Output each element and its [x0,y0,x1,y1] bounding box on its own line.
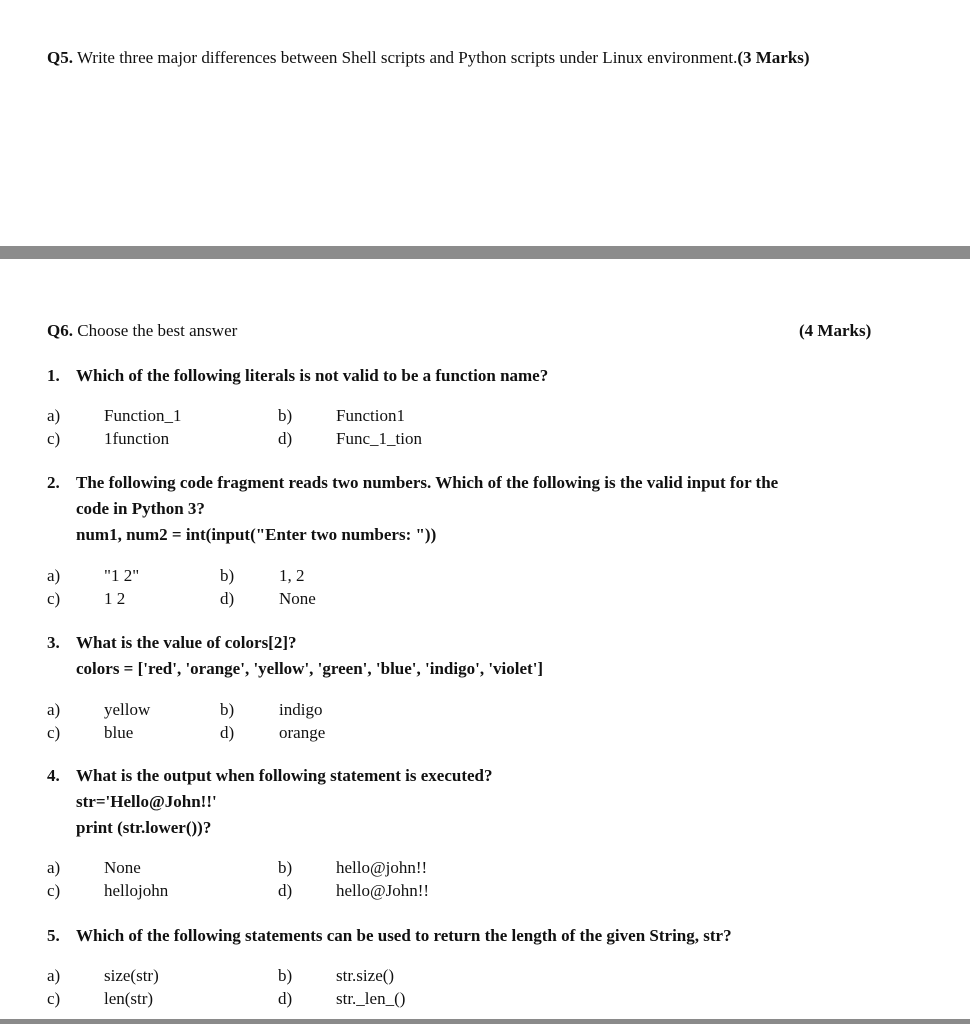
question-3-line-1: What is the value of colors[2]? [76,633,297,652]
q5-line [47,48,810,68]
q2-option-c-text: 1 2 [104,589,126,608]
q1-option-d-text: Func_1_tion [336,429,422,448]
q2-option-a-text: "1 2" [104,566,140,585]
q1-option-a-label: a) [47,406,61,425]
question-3-code: colors = ['red', 'orange', 'yellow', 'green', 'blue', 'indigo', 'violet'] [76,659,544,678]
question-4-code-2: print (str.lower())? [76,818,212,837]
q3-option-c-text: blue [104,723,134,742]
question-4-number: 4. [47,766,60,785]
q1-option-c-label: c) [47,429,61,448]
q5-option-d-text: str._len_() [336,989,406,1008]
question-2-number: 2. [47,473,60,492]
q4-option-d-label: d) [278,881,293,900]
q3-option-b-text: indigo [279,700,323,719]
q5-option-c-label: c) [47,989,61,1008]
q1-option-d-label: d) [278,429,293,448]
q4-option-a-text: None [104,858,141,877]
page-bottom-edge [0,1019,970,1024]
question-2-line-2: code in Python 3? [76,499,205,518]
q5-option-b-label: b) [278,966,293,985]
q6-number: Q6. [47,321,73,340]
q4-option-a-label: a) [47,858,61,877]
q5-text: Write three major differences between Shell scripts and Python scripts under Linux environment. [76,48,738,67]
q3-option-a-label: a) [47,700,61,719]
question-2-code: num1, num2 = int(input("Enter two numbers: ")) [76,525,437,544]
question-3-number: 3. [47,633,60,652]
q5-option-c-text: len(str) [104,989,154,1008]
q4-option-b-text: hello@john!! [336,858,428,877]
question-5-number: 5. [47,926,60,945]
q5-option-a-text: size(str) [104,966,159,985]
q1-option-b-text: Function1 [336,406,405,425]
q3-option-d-text: orange [279,723,326,742]
q2-option-d-text: None [279,589,316,608]
q6-marks: (4 Marks) [799,321,872,340]
section-divider [0,246,970,259]
q1-option-a-text: Function_1 [104,406,182,425]
q6-header [47,321,237,341]
q4-option-c-text: hellojohn [104,881,169,900]
q3-option-d-label: d) [220,723,235,742]
question-4-line-1: What is the output when following statement is executed? [76,766,493,785]
q1-option-c-text: 1function [104,429,170,448]
question-1-number: 1. [47,366,60,385]
q3-option-a-text: yellow [104,700,151,719]
q3-option-b-label: b) [220,700,235,719]
q2-option-a-label: a) [47,566,61,585]
q4-option-c-label: c) [47,881,61,900]
q2-option-d-label: d) [220,589,235,608]
question-5-text: Which of the following statements can be used to return the length of the given String, str? [76,926,732,945]
q2-option-c-label: c) [47,589,61,608]
q5-number: Q5. [47,48,73,67]
q5-option-a-label: a) [47,966,61,985]
question-4-code-1: str='Hello@John!!' [76,792,217,811]
q2-option-b-text: 1, 2 [279,566,305,585]
q2-option-b-label: b) [220,566,235,585]
question-1-text: Which of the following literals is not valid to be a function name? [76,366,549,385]
q3-option-c-label: c) [47,723,61,742]
q1-option-b-label: b) [278,406,293,425]
q5-marks: (3 Marks) [737,48,810,67]
q4-option-b-label: b) [278,858,293,877]
q5-option-b-text: str.size() [336,966,395,985]
q5-option-d-label: d) [278,989,293,1008]
question-2-line-1: The following code fragment reads two numbers. Which of the following is the valid input for the [76,473,779,492]
q6-text: Choose the best answer [77,321,238,340]
q4-option-d-text: hello@John!! [336,881,430,900]
